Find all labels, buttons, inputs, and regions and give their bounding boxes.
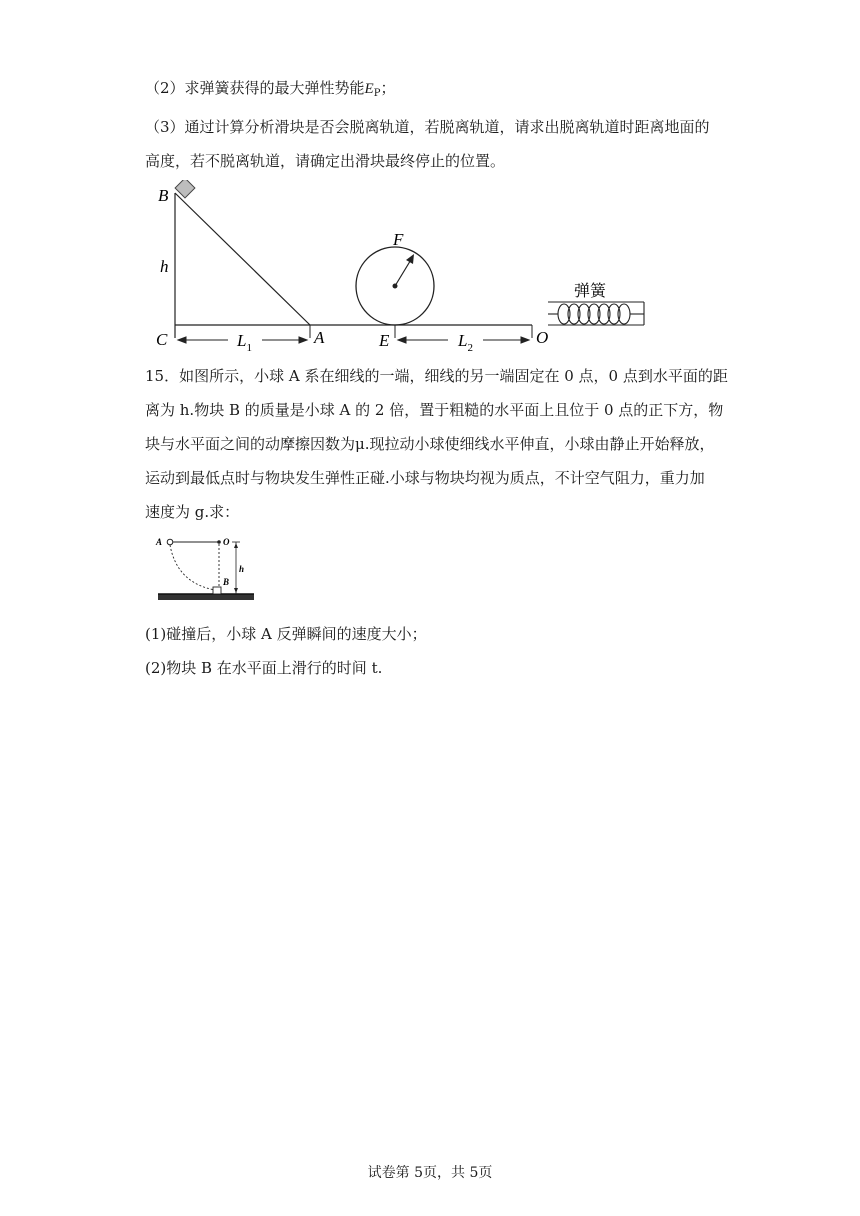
fig2-label-h: h	[239, 564, 245, 574]
label-l2: $L_2$	[458, 331, 473, 354]
label-e: E	[379, 331, 390, 350]
fig2-label-b: B	[223, 577, 230, 587]
q15-line5: 速度为 g.求：	[145, 503, 240, 521]
fig2-label-o: O	[223, 537, 230, 547]
fig2-label-a: A	[156, 537, 163, 547]
track-figure	[150, 180, 670, 355]
swing-arc	[170, 545, 215, 590]
q15-line1: 15．如图所示，小球 A 系在细线的一端，细线的另一端固定在 0 点，0 点到水平面的距	[145, 367, 728, 385]
label-c: C	[156, 330, 168, 349]
label-o: O	[536, 328, 549, 347]
incline-line	[175, 193, 310, 325]
q15-sub1: (1)碰撞后，小球 A 反弹瞬间的速度大小；	[145, 625, 427, 643]
ball-a	[167, 539, 173, 545]
spring	[548, 302, 644, 325]
q15-sub2: (2)物块 B 在水平面上滑行的时间 t.	[145, 659, 383, 677]
label-b: B	[158, 186, 169, 205]
q14-part3-line2: 高度，若不脱离轨道，请确定出滑块最终停止的位置。	[145, 152, 506, 170]
pivot-o	[217, 540, 221, 544]
q14-part2: （2）求弹簧获得的最大弹性势能$E_P$；	[145, 79, 396, 99]
q15-line3: 块与水平面之间的动摩擦因数为μ.现拉动小球使细线水平伸直，小球由静止开始释放，	[145, 435, 715, 453]
label-a: A	[314, 328, 325, 347]
label-f: F	[393, 230, 404, 249]
label-spring: 弹簧	[574, 281, 607, 300]
ep-symbol: E	[364, 81, 374, 97]
block-b	[213, 587, 221, 594]
page-footer: 试卷第 5页，共 5页	[367, 1165, 493, 1181]
pendulum-figure	[155, 533, 265, 608]
ground-surface	[158, 594, 254, 600]
label-l1: $L_1$	[237, 331, 252, 354]
radius-arrow	[395, 258, 412, 286]
q15-line2: 离为 h.物块 B 的质量是小球 A 的 2 倍，置于粗糙的水平面上且位于 0 点的正下方，物	[145, 401, 724, 419]
label-h: h	[160, 257, 169, 276]
q14-part3-line1: （3）通过计算分析滑块是否会脱离轨道，若脱离轨道，请求出脱离轨道时距离地面的	[145, 118, 710, 136]
q15-line4: 运动到最低点时与物块发生弹性正碰.小球与物块均视为质点，不计空气阻力，重力加	[145, 469, 705, 487]
